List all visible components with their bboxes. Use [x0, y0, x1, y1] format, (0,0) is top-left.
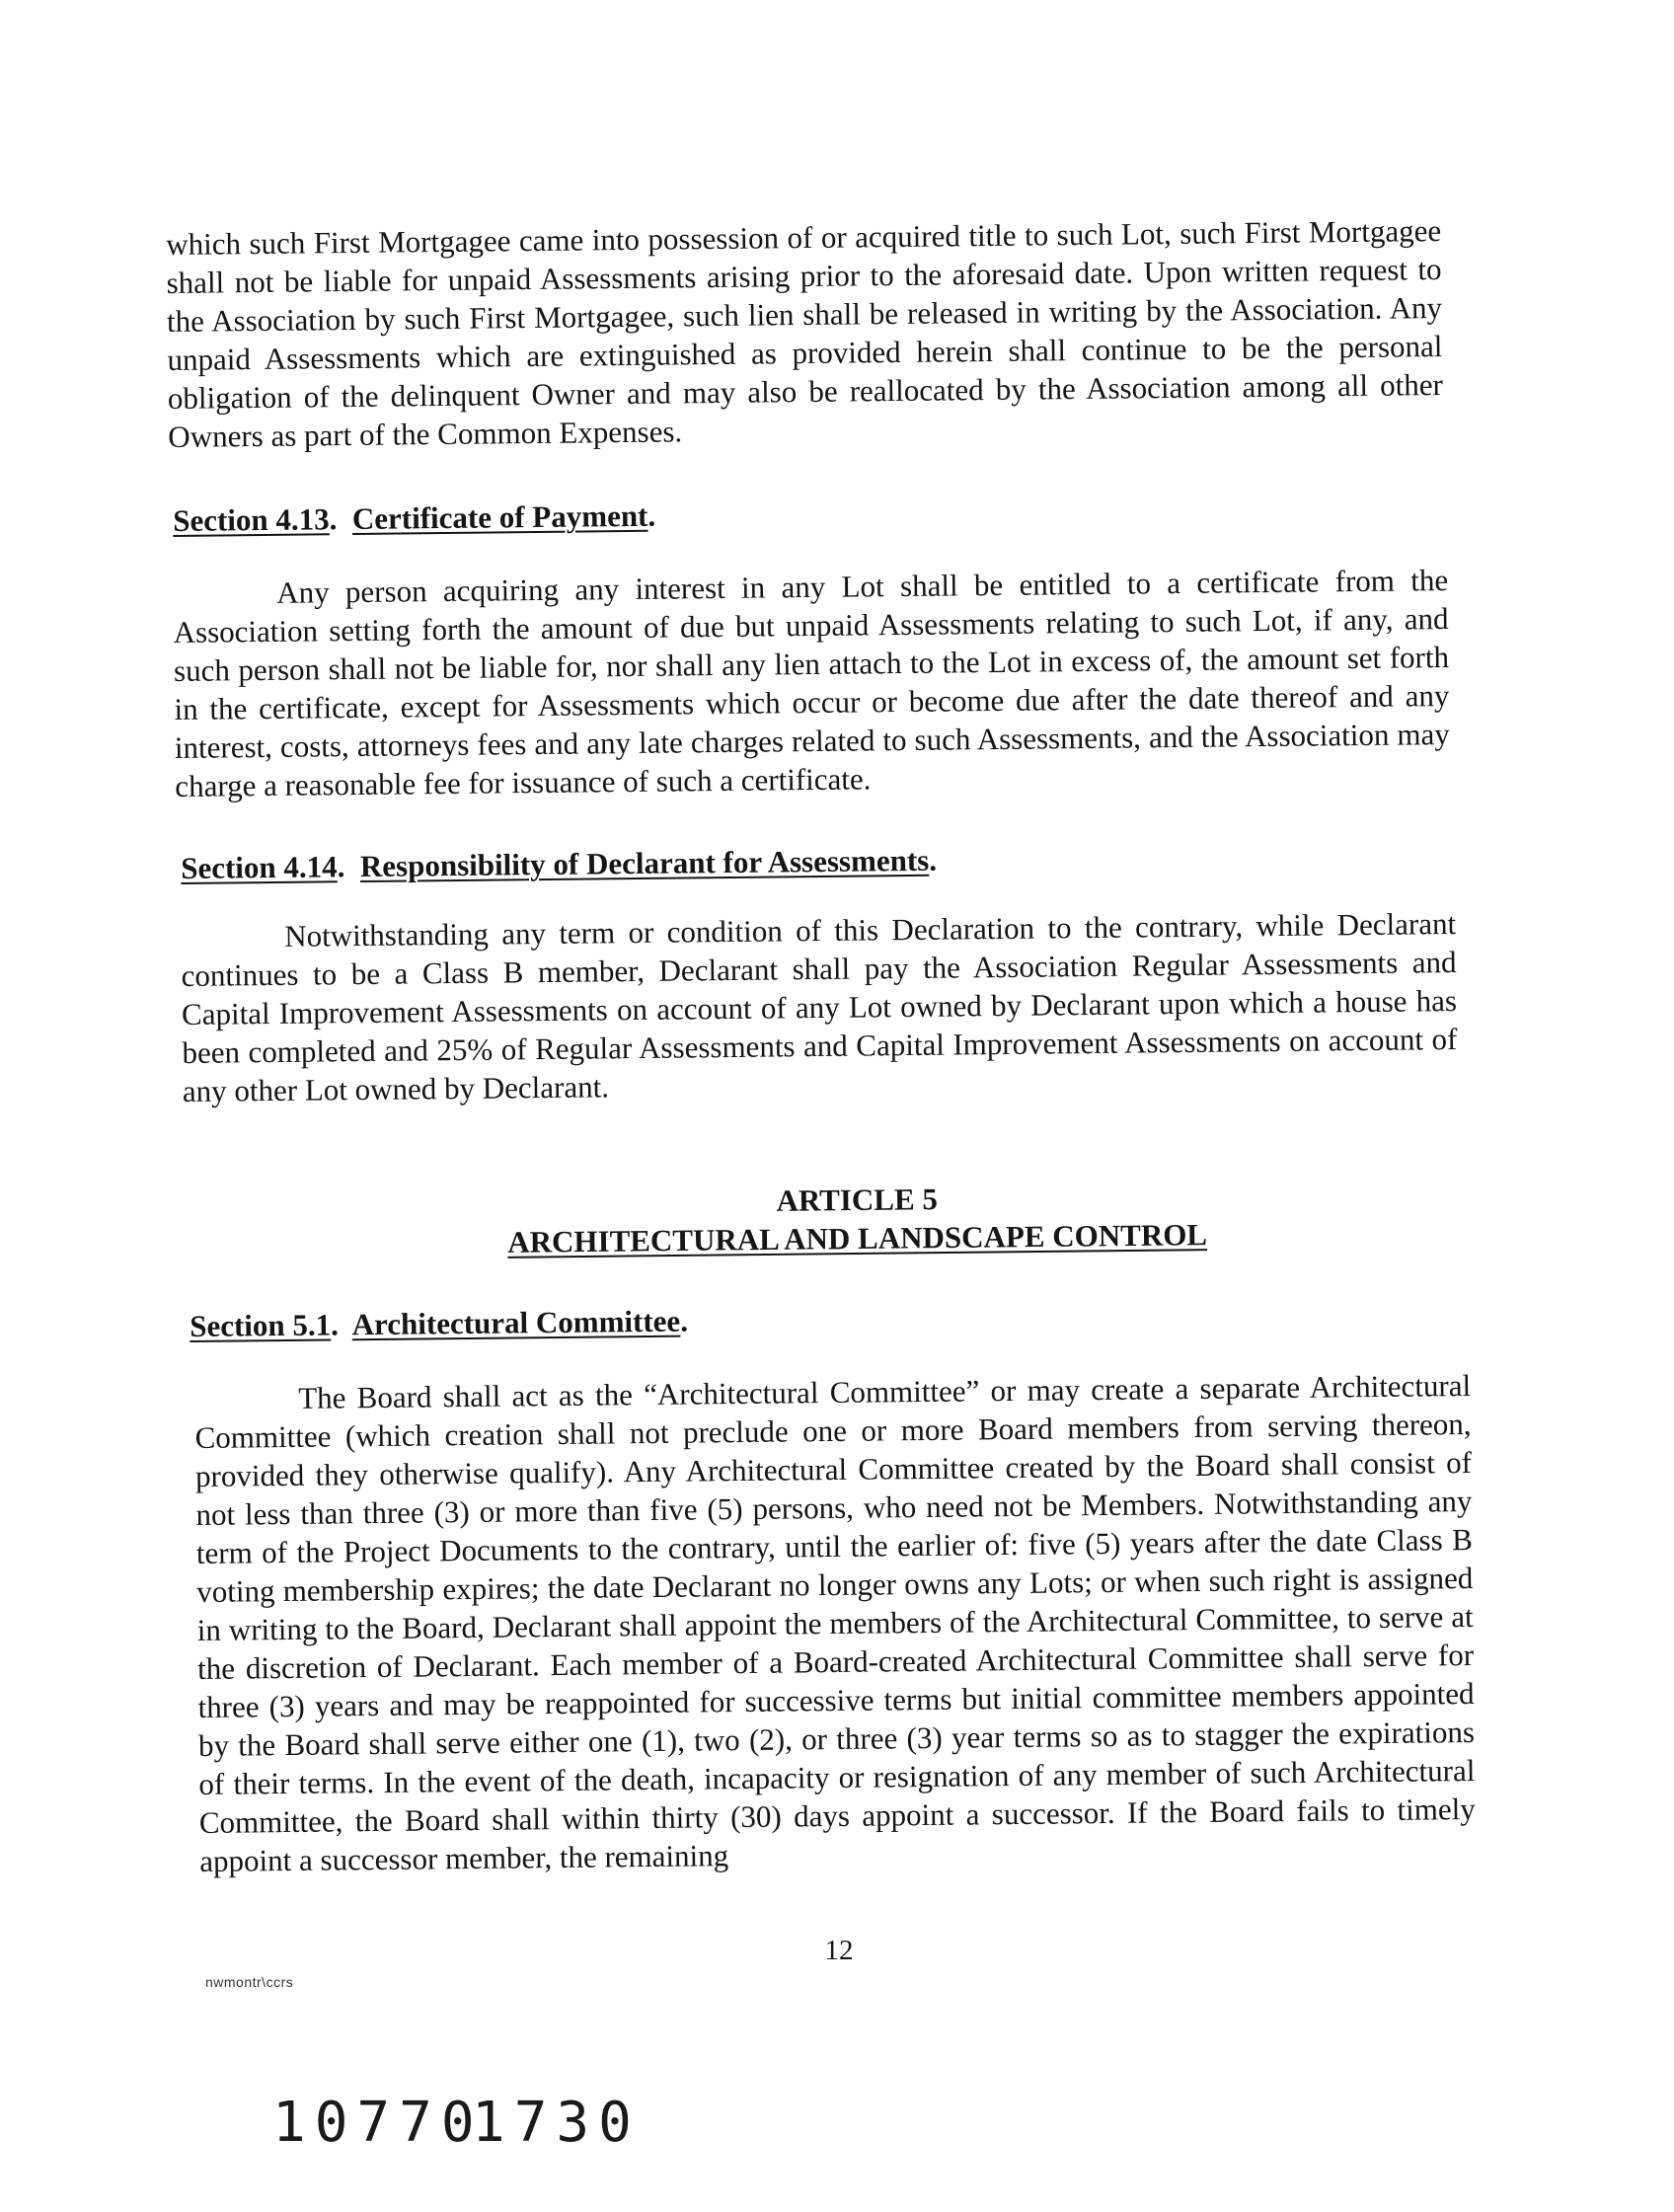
recording-page-number: 1730 — [472, 2091, 641, 2155]
file-code: nwmontr\ccrs — [205, 1974, 294, 1990]
section-number: Section 4.14 — [181, 849, 338, 885]
section-4-14-heading: Section 4.14. Responsibility of Declarant for Assessments. — [181, 842, 938, 885]
recording-book-number: 10770 — [272, 2091, 484, 2155]
article-label: ARTICLE 5 — [776, 1182, 939, 1218]
section-4-13-heading: Section 4.13. Certificate of Payment. — [173, 497, 656, 538]
section-title: Architectural Committee — [351, 1303, 681, 1342]
section-5-1-heading: Section 5.1. Architectural Committee. — [190, 1303, 689, 1343]
section-number: Section 5.1 — [190, 1307, 332, 1343]
section-number: Section 4.13 — [173, 501, 330, 538]
section-5-1-paragraph: The Board shall act as the “Architectural Committee” or may create a separate Architectural Committee (which creation shall not preclude one or more Board members from serving thereon, provided they otherwise qualify). Any Architectural Committee created by the Board shall consist of not less than three (3) or more than five (5) persons, who need not be Members. Notwithstanding any term of the Project Documents to the contrary, until the earlier of: five (5) years after the date Class B voting membership expires; the date Declarant no longer owns any Lots; or when such right is assigned in writing to the Board, Declarant shall appoint the members of the Architectural Committee, to serve at the discretion of Declarant. Each member of a Board-created Architectural Committee shall serve for three (3) years and may be reappointed for successive terms but initial committee members appointed by the Board shall serve either one (1), two (2), or three (3) year terms so as to stagger the expirations of their terms. In the event of the death, incapacity or resignation of any member of such Architectural Committee, the Board shall within thirty (30) days appoint a successor. If the Board fails to timely appoint a successor member, the remaining — [194, 1368, 1476, 1878]
section-4-14-paragraph: Notwithstanding any term or condition of this Declaration to the contrary, while Declarant continues to be a Class B member, Declarant shall pay the Association Regular Assessments and Capital Improvement Assessments on account of any Lot owned by Declarant upon which a house has been completed and 25% of Regular Assessments and Capital Improvement Assessments on account of any other Lot owned by Declarant. — [181, 906, 1458, 1108]
article-5-heading — [20, 1172, 1674, 1266]
article-title: ARCHITECTURAL AND LANDSCAPE CONTROL — [507, 1217, 1208, 1259]
continuation-paragraph: which such First Mortgagee came into possession of or acquired title to such Lot, such First Mortgagee shall not be liable for unpaid Assessments arising prior to the aforesaid date. Upon written request to the Association by such First Mortgagee, such lien shall be released in writing by the Association. Any unpaid Assessments which are extinguished as provided herein shall continue to be the personal obligation of the delinquent Owner and may also be reallocated by the Association among all other Owners as part of the Common Expenses. — [166, 213, 1444, 454]
section-4-13-paragraph: Any person acquiring any interest in any Lot shall be entitled to a certificate from the Association setting forth the amount of due but unpaid Assessments relating to such Lot, if any, and such person shall not be liable for, nor shall any lien attach to the Lot in excess of, the amount set forth in the certificate, except for Assessments which occur or become due after the date thereof and any interest, costs, attorneys fees and any late charges related to such Assessments, and the Association may charge a reasonable fee for issuance of such a certificate. — [173, 563, 1451, 803]
page-number: 12 — [824, 1935, 854, 1966]
section-title: Certificate of Payment — [351, 497, 648, 537]
section-title: Responsibility of Declarant for Assessments — [359, 842, 930, 884]
